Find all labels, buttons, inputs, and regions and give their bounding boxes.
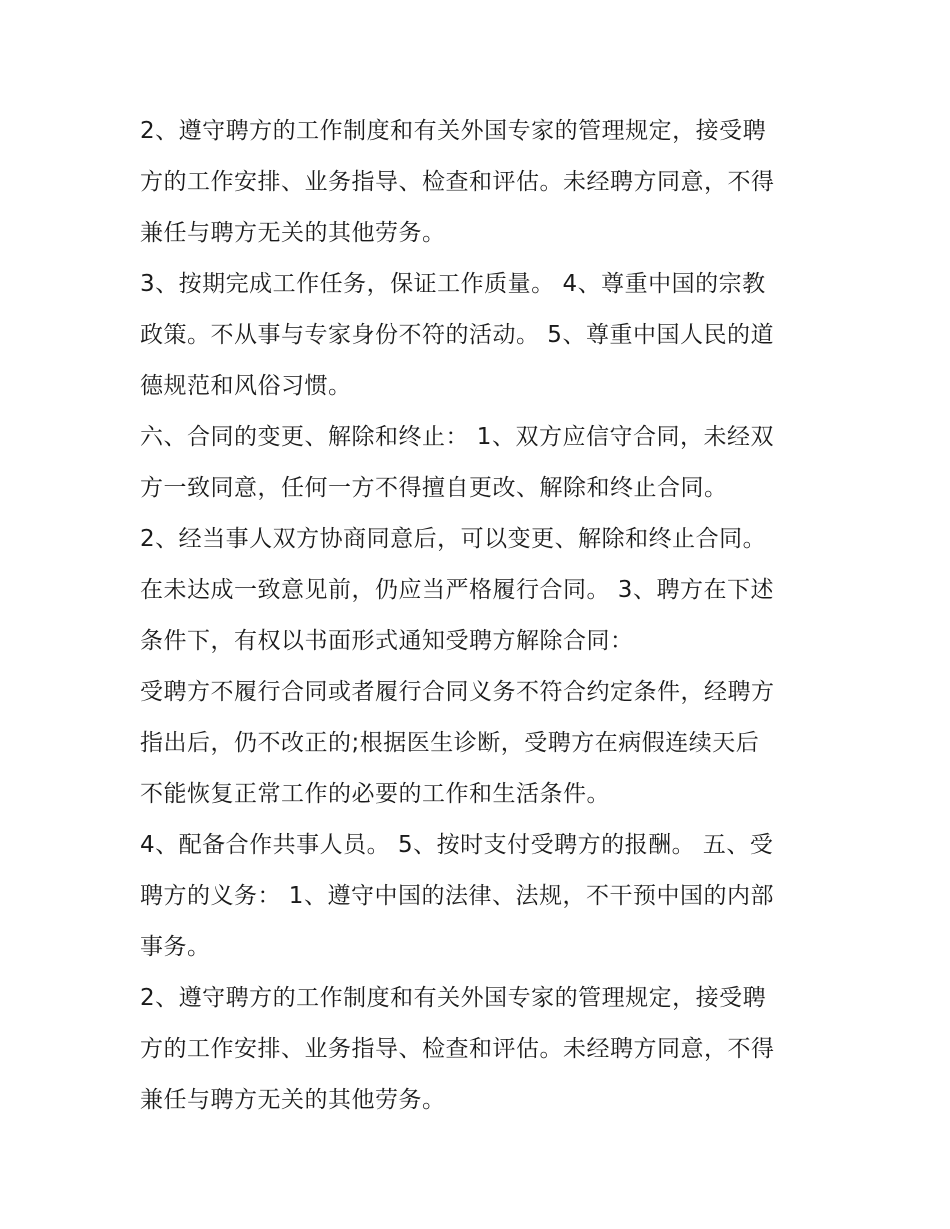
text-line: 六、合同的变更、解除和终止： 1、双方应信守合同，未经双 bbox=[140, 424, 774, 450]
paragraph bbox=[140, 667, 820, 820]
paragraph bbox=[140, 106, 820, 259]
text-line: 4、配备合作共事人员。 5、按时支付受聘方的报酬。 五、受 bbox=[140, 832, 774, 858]
text-line: 兼任与聘方无关的其他劳务。 bbox=[140, 220, 446, 246]
text-line: 兼任与聘方无关的其他劳务。 bbox=[140, 1087, 446, 1113]
text-line: 3、按期完成工作任务，保证工作质量。 4、尊重中国的宗教 bbox=[140, 271, 766, 297]
text-line: 方一致同意，任何一方不得擅自更改、解除和终止合同。 bbox=[140, 475, 728, 501]
text-line: 政策。不从事与专家身份不符的活动。 5、尊重中国人民的道 bbox=[140, 322, 774, 348]
text-line: 在未达成一致意见前，仍应当严格履行合同。 3、聘方在下述 bbox=[140, 577, 774, 603]
text-line: 2、经当事人双方协商同意后，可以变更、解除和终止合同。 bbox=[140, 526, 767, 552]
paragraph bbox=[140, 820, 820, 973]
text-line: 条件下，有权以书面形式通知受聘方解除合同： bbox=[140, 628, 634, 654]
text-line: 方的工作安排、业务指导、检查和评估。未经聘方同意，不得 bbox=[140, 1036, 775, 1062]
text-line: 不能恢复正常工作的必要的工作和生活条件。 bbox=[140, 781, 610, 807]
paragraph bbox=[140, 259, 820, 412]
text-line: 事务。 bbox=[140, 934, 211, 960]
paragraph bbox=[140, 973, 820, 1126]
paragraph bbox=[140, 514, 820, 667]
text-line: 指出后，仍不改正的;根据医生诊断，受聘方在病假连续天后 bbox=[140, 730, 760, 756]
text-line: 受聘方不履行合同或者履行合同义务不符合约定条件，经聘方 bbox=[140, 679, 775, 705]
document-body bbox=[140, 106, 820, 1126]
paragraph bbox=[140, 412, 820, 514]
text-line: 德规范和风俗习惯。 bbox=[140, 373, 352, 399]
text-line: 2、遵守聘方的工作制度和有关外国专家的管理规定，接受聘 bbox=[140, 118, 767, 144]
text-line: 方的工作安排、业务指导、检查和评估。未经聘方同意，不得 bbox=[140, 169, 775, 195]
text-line: 聘方的义务： 1、遵守中国的法律、法规，不干预中国的内部 bbox=[140, 883, 774, 909]
text-line: 2、遵守聘方的工作制度和有关外国专家的管理规定，接受聘 bbox=[140, 985, 767, 1011]
